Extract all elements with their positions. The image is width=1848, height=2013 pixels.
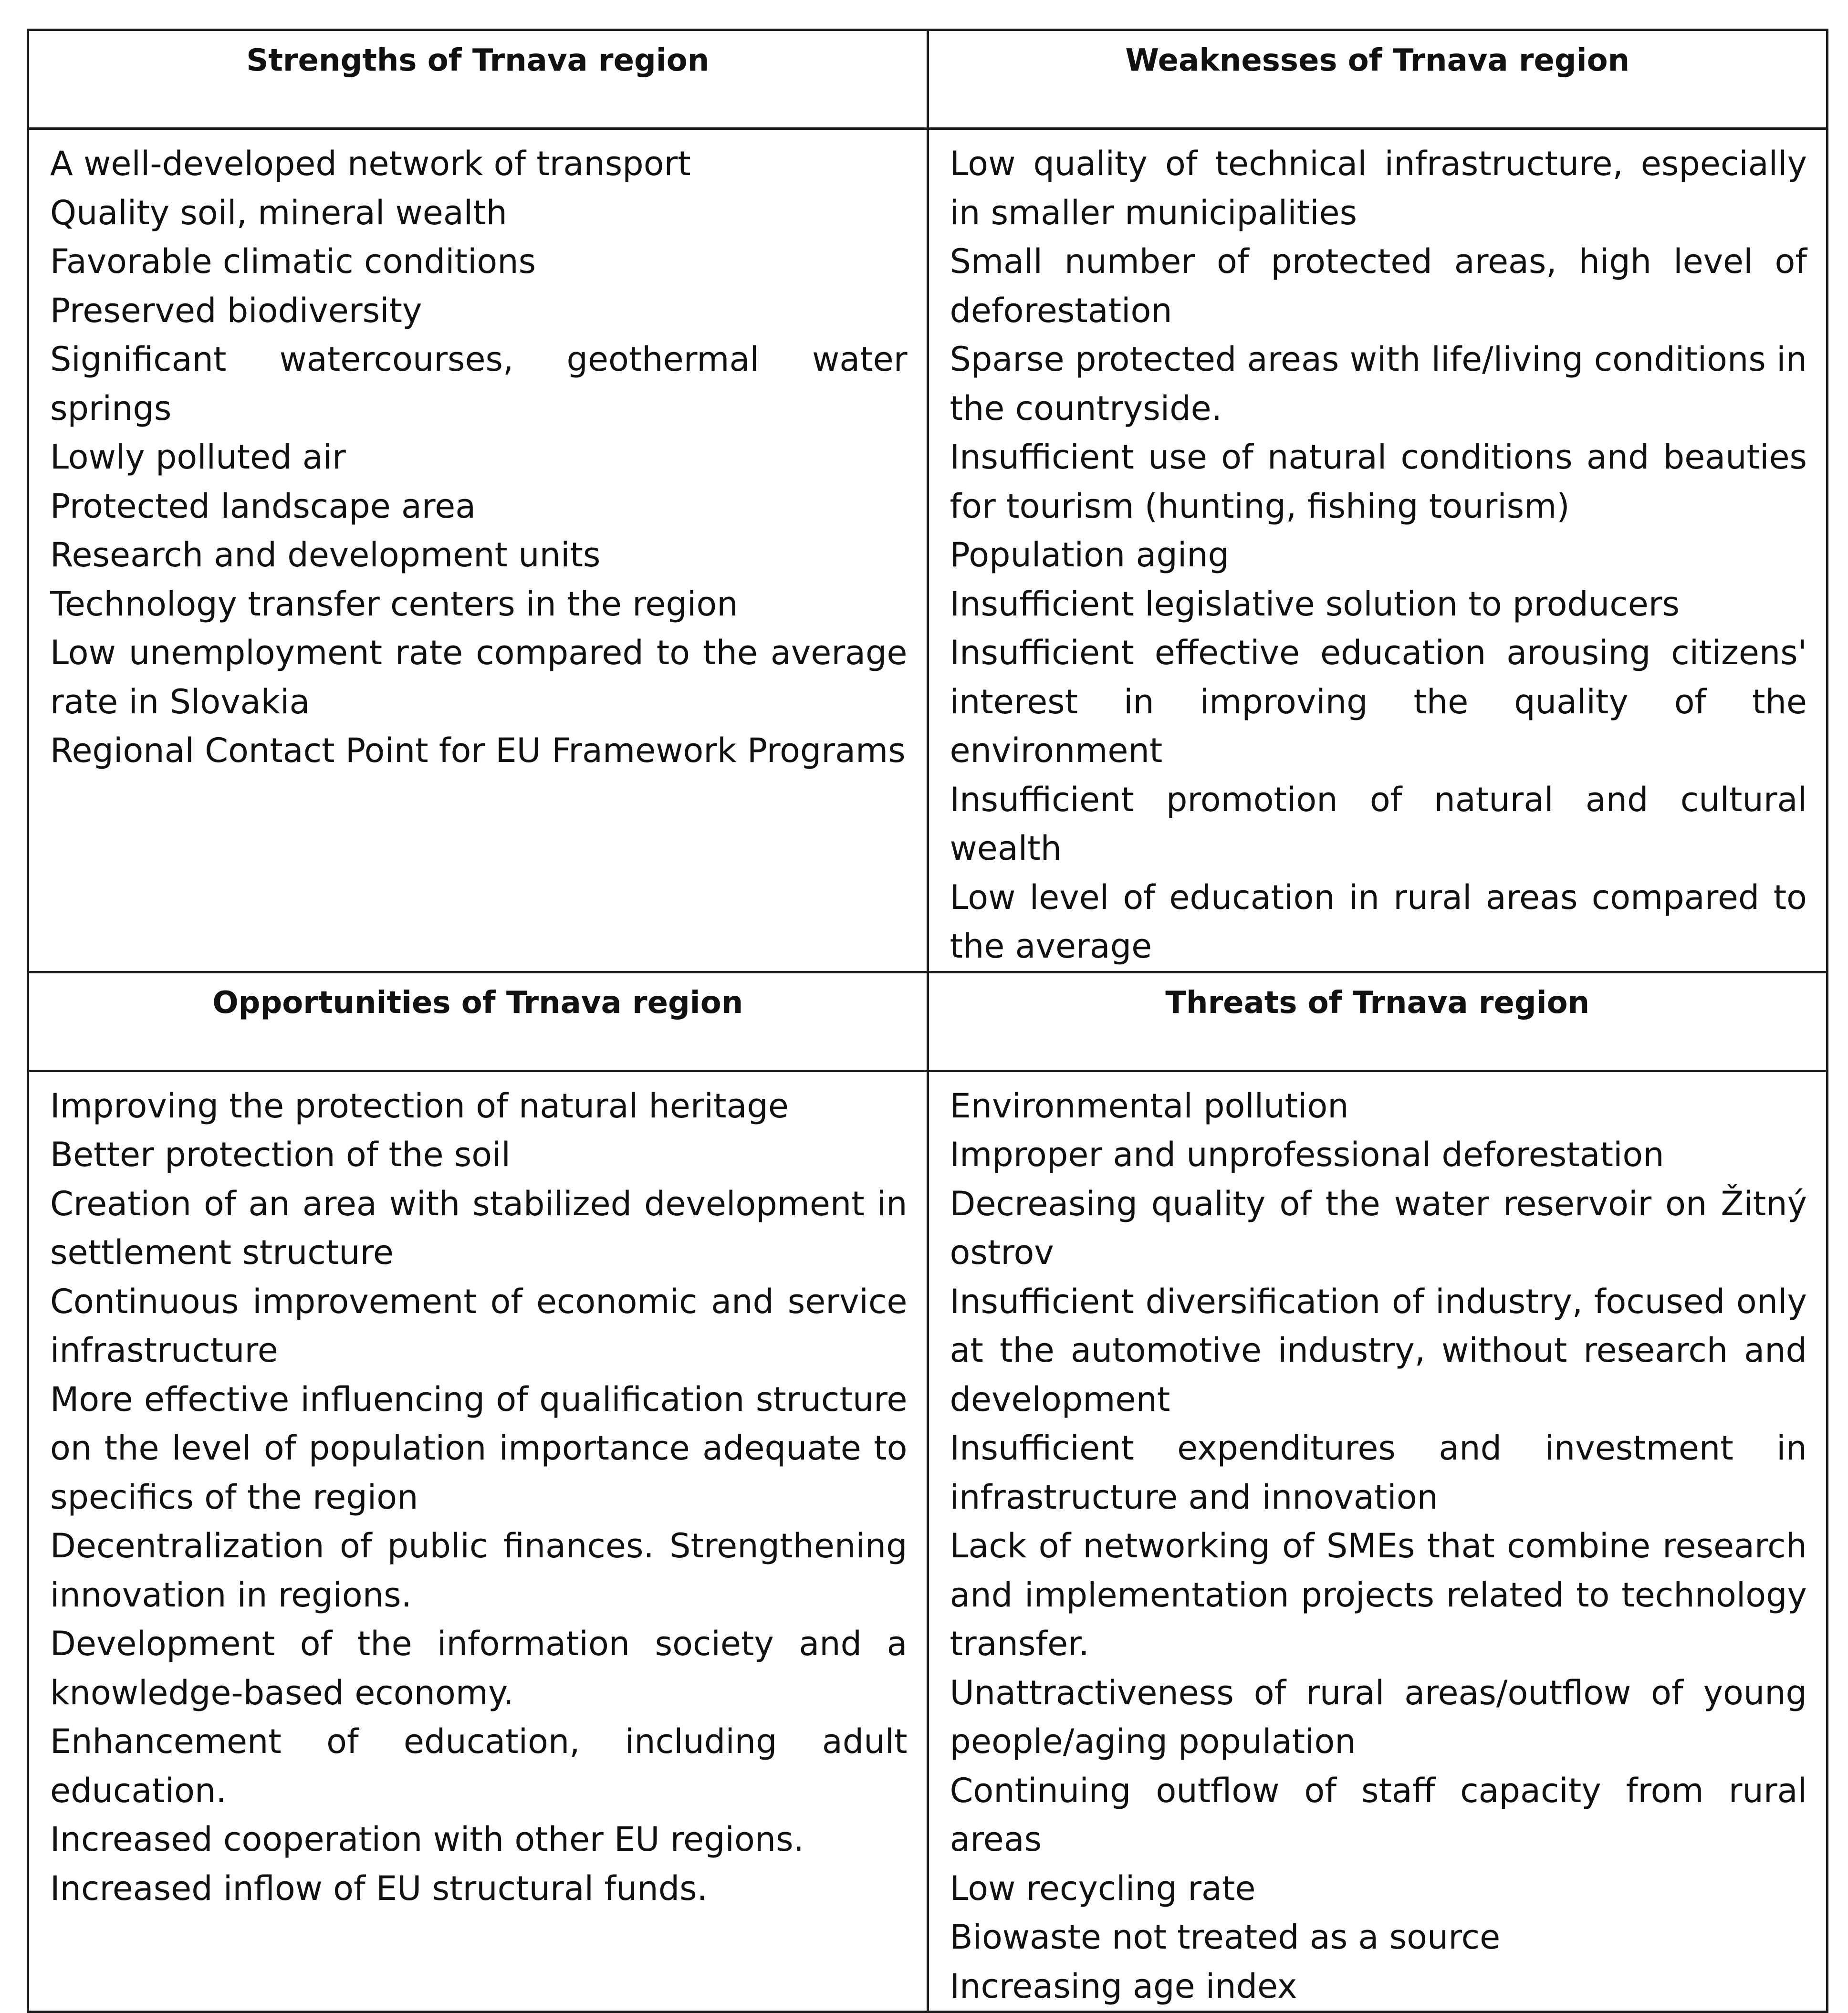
opportunity-item: Increased inflow of EU structural funds. — [50, 1868, 708, 1908]
opportunity-item: Improving the protection of natural heritage — [50, 1086, 789, 1126]
swot-table — [27, 29, 1828, 2013]
threat-item: Biowaste not treated as a source — [950, 1918, 1501, 1957]
weakness-item: Insufficient use of natural conditions and beauties for tourism (hunting, fishing tourism) — [950, 438, 1807, 526]
threats-list — [928, 1071, 1827, 2012]
weakness-item: Low level of education in rural areas compared to the average — [950, 877, 1807, 966]
opportunity-item: Development of the information society and a knowledge-based economy. — [50, 1624, 908, 1712]
strength-item: Preserved biodiversity — [50, 291, 422, 330]
threat-item: Continuing outflow of staff capacity from rural areas — [950, 1771, 1807, 1859]
threat-item: Lack of networking of SMEs that combine research and implementation projects related to technology transfer. — [950, 1526, 1807, 1663]
threat-item: Low recycling rate — [950, 1868, 1256, 1908]
strength-item: Low unemployment rate compared to the average rate in Slovakia — [50, 633, 908, 721]
strength-item: Significant watercourses, geothermal water springs — [50, 340, 908, 428]
opportunity-item: Decentralization of public finances. Strengthening innovation in regions. — [50, 1526, 908, 1615]
body-row-bottom — [28, 1071, 1827, 2012]
threat-item: Insufficient expenditures and investment in infrastructure and innovation — [950, 1429, 1807, 1517]
opportunity-item: More effective influencing of qualification structure on the level of population importance adequate to specifics of the region — [50, 1379, 908, 1517]
weaknesses-header: Weaknesses of Trnava region — [928, 30, 1827, 129]
weakness-item: Insufficient promotion of natural and cultural wealth — [950, 780, 1807, 868]
weakness-item: Sparse protected areas with life/living conditions in the countryside. — [950, 340, 1807, 428]
threat-item: Insufficient diversification of industry, focused only at the automotive industry, without research and development — [950, 1282, 1807, 1419]
threat-item: Decreasing quality of the water reservoir on Žitný ostrov — [950, 1184, 1807, 1272]
header-row-bottom — [28, 972, 1827, 1071]
threat-item: Environmental pollution — [950, 1086, 1349, 1126]
opportunities-list — [28, 1071, 928, 2012]
weakness-item: Insufficient effective education arousing citizens' interest in improving the quality of the environment — [950, 633, 1807, 770]
weakness-item: Small number of protected areas, high level of deforestation — [950, 242, 1807, 330]
weakness-item: Insufficient legislative solution to producers — [950, 584, 1680, 624]
strength-item: Lowly polluted air — [50, 438, 346, 477]
header-row-top — [28, 30, 1827, 129]
weakness-item: Population aging — [950, 535, 1230, 574]
weaknesses-list — [928, 129, 1827, 972]
opportunities-header: Opportunities of Trnava region — [28, 972, 928, 1071]
threat-item: Increasing age index — [950, 1966, 1297, 2006]
opportunity-item: Creation of an area with stabilized development in settlement structure — [50, 1184, 908, 1272]
opportunity-item: Enhancement of education, including adult education. — [50, 1722, 908, 1810]
threats-header: Threats of Trnava region — [928, 972, 1827, 1071]
strength-item: Regional Contact Point for EU Framework Programs — [50, 731, 906, 770]
strengths-header: Strengths of Trnava region — [28, 30, 928, 129]
strength-item: Protected landscape area — [50, 486, 476, 526]
strength-item: Quality soil, mineral wealth — [50, 193, 507, 232]
opportunity-item: Continuous improvement of economic and service infrastructure — [50, 1282, 908, 1370]
strength-item: Technology transfer centers in the region — [50, 584, 738, 624]
threat-item: Improper and unprofessional deforestation — [950, 1135, 1664, 1174]
strength-item: Favorable climatic conditions — [50, 242, 536, 281]
body-row-top — [28, 129, 1827, 972]
strength-item: A well-developed network of transport — [50, 144, 691, 183]
strength-item: Research and development units — [50, 535, 601, 574]
strengths-list — [28, 129, 928, 972]
threat-item: Unattractiveness of rural areas/outflow of young people/aging population — [950, 1673, 1807, 1761]
opportunity-item: Increased cooperation with other EU regions. — [50, 1820, 804, 1859]
opportunity-item: Better protection of the soil — [50, 1135, 511, 1174]
weakness-item: Low quality of technical infrastructure, especially in smaller municipalities — [950, 144, 1807, 232]
